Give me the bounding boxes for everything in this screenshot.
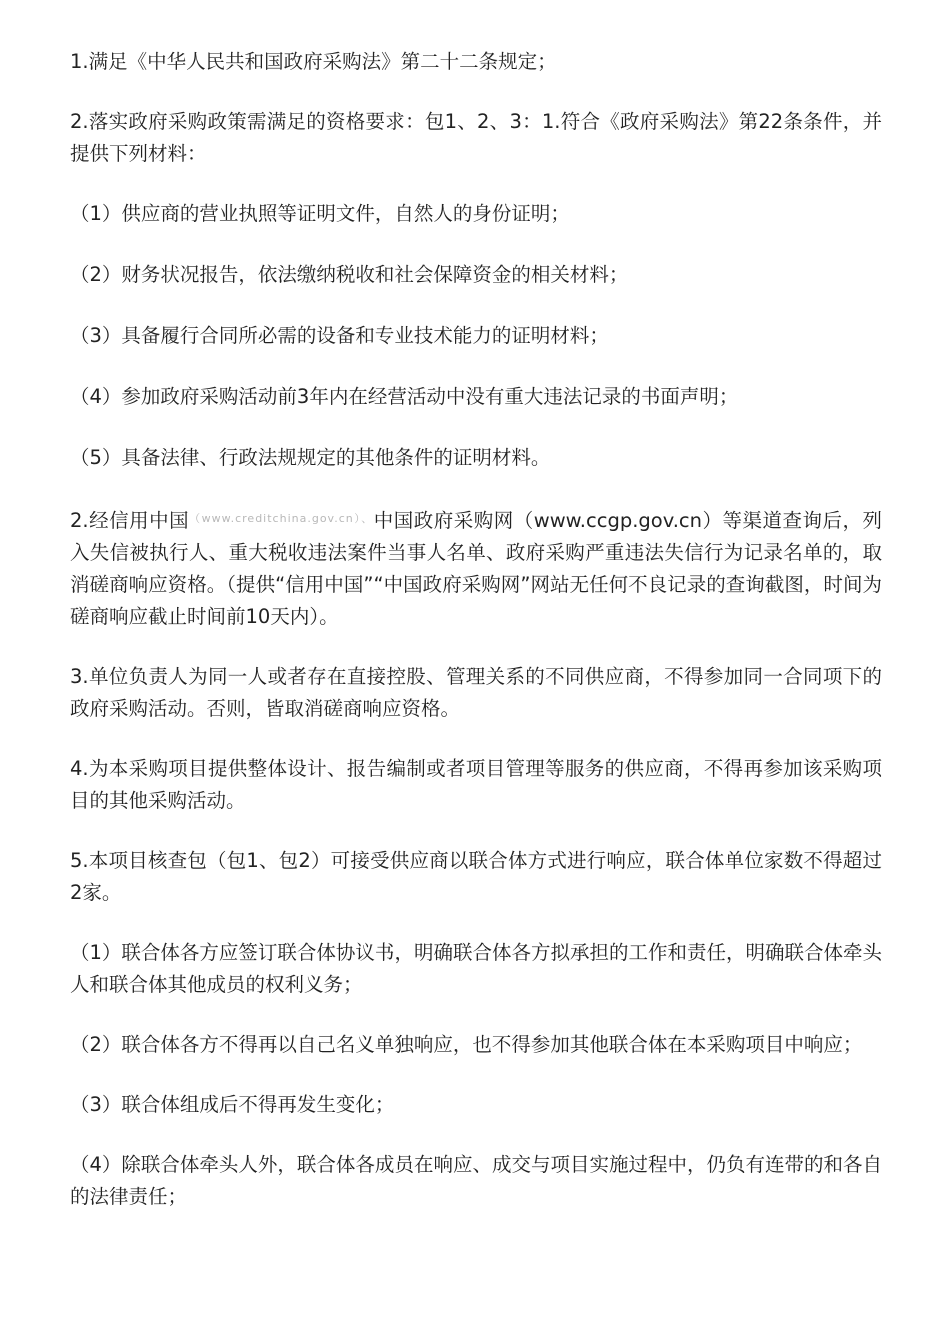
creditchina-url: （www.creditchina.gov.cn）、 xyxy=(189,512,374,525)
paragraph-14: （3）联合体组成后不得再发生变化； xyxy=(70,1093,395,1116)
paragraph-5: （3）具备履行合同所必需的设备和专业技术能力的证明材料； xyxy=(70,324,609,347)
paragraph-10: 4.为本采购项目提供整体设计、报告编制或者项目管理等服务的供应商，不得再参加该采购项目的其他采购活动。 xyxy=(70,757,882,812)
paragraph-4: （2）财务状况报告，依法缴纳税收和社会保障资金的相关材料； xyxy=(70,263,629,286)
paragraph-1: 1.满足《中华人民共和国政府采购法》第二十二条规定； xyxy=(70,50,557,73)
paragraph-3: （1）供应商的营业执照等证明文件，自然人的身份证明； xyxy=(70,202,570,225)
paragraph-9: 3.单位负责人为同一人或者存在直接控股、管理关系的不同供应商，不得参加同一合同项下的政府采购活动。否则，皆取消磋商响应资格。 xyxy=(70,665,882,720)
document-body xyxy=(70,46,882,1241)
paragraph-13: （2）联合体各方不得再以自己名义单独响应，也不得参加其他联合体在本采购项目中响应； xyxy=(70,1033,863,1056)
paragraph-6: （4）参加政府采购活动前3年内在经营活动中没有重大违法记录的书面声明； xyxy=(70,385,739,408)
credit-prefix: 2.经信用中国 xyxy=(70,509,190,532)
paragraph-credit-check xyxy=(70,503,882,633)
paragraph-15: （4）除联合体牵头人外，联合体各成员在响应、成交与项目实施过程中，仍负有连带的和各自的法律责任； xyxy=(70,1153,882,1208)
credit-suffix: 中国政府采购网（www.ccgp.gov.cn）等渠道查询后，列入失信被执行人、重大税收违法案件当事人名单、政府采购严重违法失信行为记录名单的，取消磋商响应资格。（提供“信用中国”“中国政府采购网”网站无任何不良记录的查询截图，时间为磋商响应截止时间前10天内）。 xyxy=(70,509,883,628)
paragraph-12: （1）联合体各方应签订联合体协议书，明确联合体各方拟承担的工作和责任，明确联合体牵头人和联合体其他成员的权利义务； xyxy=(70,941,882,996)
paragraph-7: （5）具备法律、行政法规规定的其他条件的证明材料。 xyxy=(70,446,551,469)
paragraph-11: 5.本项目核查包（包1、包2）可接受供应商以联合体方式进行响应，联合体单位家数不得超过2家。 xyxy=(70,849,882,904)
paragraph-2: 2.落实政府采购政策需满足的资格要求：包1、2、3：1.符合《政府采购法》第22条条件，并提供下列材料： xyxy=(70,110,882,165)
